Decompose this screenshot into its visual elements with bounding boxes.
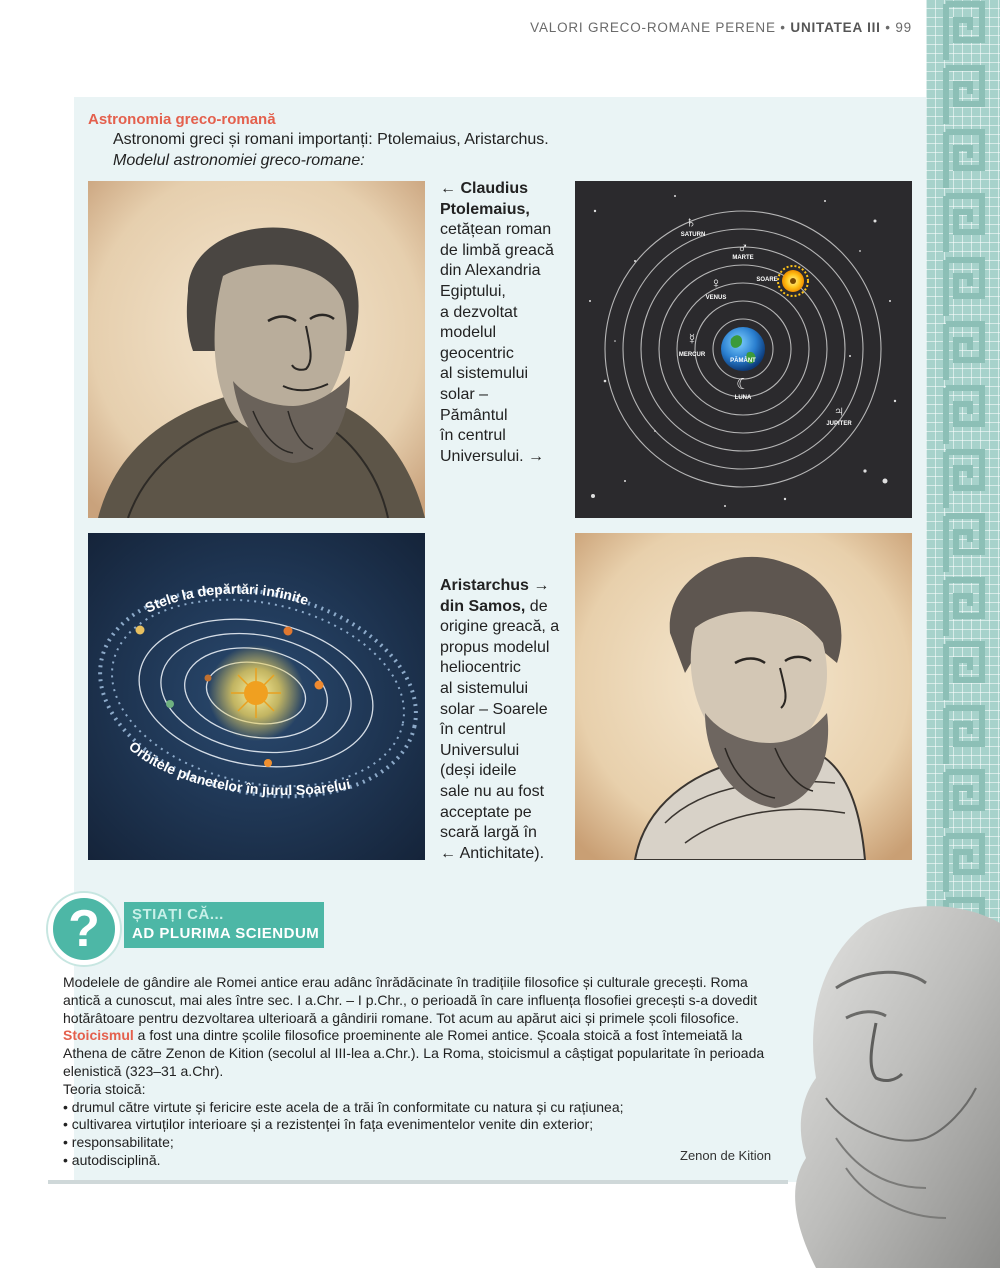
zenon-caption: Zenon de Kition bbox=[680, 1148, 772, 1163]
svg-text:VENUS: VENUS bbox=[705, 295, 727, 301]
page-number: 99 bbox=[895, 20, 912, 35]
zenon-bust bbox=[776, 898, 1000, 1268]
section-title: Astronomia greco-romană bbox=[88, 111, 276, 128]
jupiter-icon: ♃ bbox=[833, 403, 845, 420]
svg-text:LUNA: LUNA bbox=[734, 395, 752, 401]
heliocentric-diagram bbox=[88, 533, 425, 860]
saturn-icon: ♄ bbox=[685, 214, 697, 231]
model-heading: Modelul astronomiei greco-romane: bbox=[113, 152, 365, 169]
svg-text:JUPITER: JUPITER bbox=[826, 421, 852, 427]
venus-icon: ♀ bbox=[710, 275, 722, 292]
geocentric-diagram bbox=[575, 181, 912, 518]
svg-text:Orbitele planetelor în jurul S: Orbitele planetelor în jurul Soarelui bbox=[125, 737, 352, 799]
svg-text:MERCUR: MERCUR bbox=[678, 352, 706, 358]
ptolemaius-caption: ← Claudius Ptolemaius, cetățean roman de limbă greacă din Alexandria Egiptului, a dezvoltat modelul geocentric al sistemului solar – Pământul în centrul Universului. → bbox=[440, 180, 554, 465]
header-unit: UNITATEA III bbox=[790, 20, 881, 35]
svg-text:SATURN: SATURN bbox=[680, 232, 706, 238]
svg-text:Stele la depărtări infinite: Stele la depărtări infinite bbox=[142, 580, 311, 616]
svg-text:SOARE: SOARE bbox=[756, 277, 778, 283]
header-title: VALORI GRECO-ROMANE PERENE bbox=[530, 20, 776, 35]
stoicism-keyword: Stoicismul bbox=[63, 1027, 134, 1044]
box-shadow-strip bbox=[48, 1180, 788, 1184]
mercury-icon: ☿ bbox=[686, 331, 698, 348]
svg-text:PĂMÂNT: PĂMÂNT bbox=[730, 358, 756, 364]
stoicism-text: Modelele de gândire ale Romei antice erau adânc înrădăcinate în tradițiile filosofice și culturale grecești. Roma antică a cunoscut, mai ales între sec. I a.Chr. – I p.Chr., o perioadă în care influența flosofiei grecești s-a dovedit hotărâtoare pentru dezvoltarea ulterioară a gândirii romane. Tot acum au apărut aici și primele școli filosofice. Stoicismul a fost una dintre școlile filosofice proeminente ale Romei antice. Școala stoică a fost întemeiată la Athena de către Zenon de Kition (secolul al III-lea a.Chr.). La Roma, stoicismul a câștigat popularitate în perioada elenistică (323–31 a.Chr). Teoria stoică: • drumul către virtute și fericire este acela de a trăi în conformitate cu natura și cu rațiunea; • cultivarea virtuților interioare și a rezistenței în fața evenimentelor venite din exterior; • responsabilitate; • autodisciplină. bbox=[63, 974, 765, 1168]
aristarchus-portrait bbox=[575, 533, 912, 860]
mars-icon: ♂ bbox=[737, 240, 749, 257]
aristarchus-caption: Aristarchus → din Samos, de origine greacă, a propus modelul heliocentric al sistemului solar – Soarele în centrul Universului (deși ideile sale nu au fost acceptate pe scară largă în ← Antichitate). bbox=[440, 577, 560, 862]
running-header: VALORI GRECO-ROMANE PERENE • UNITATEA III • 99 bbox=[530, 20, 912, 35]
did-you-know-banner: ȘTIAȚI CĂ... AD PLURIMA SCIENDUM bbox=[124, 902, 324, 948]
question-icon: ? bbox=[48, 893, 120, 965]
moon-icon: ☾ bbox=[736, 376, 750, 393]
intro-text: Astronomi greci și romani importanți: Ptolemaius, Aristarchus. bbox=[113, 131, 549, 148]
ptolemaius-portrait bbox=[88, 181, 425, 518]
svg-text:MARTE: MARTE bbox=[732, 255, 754, 261]
